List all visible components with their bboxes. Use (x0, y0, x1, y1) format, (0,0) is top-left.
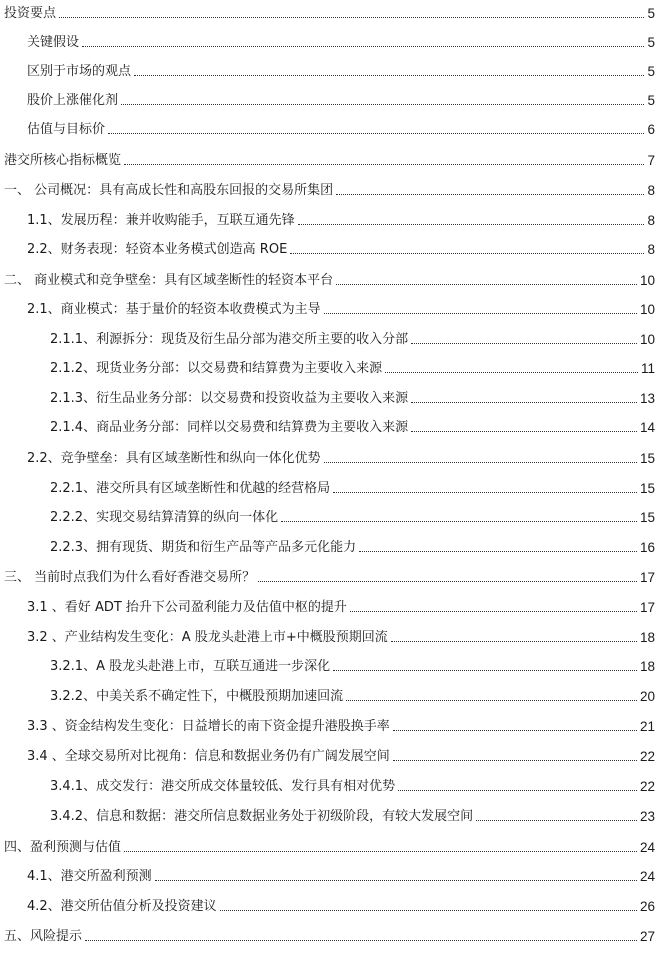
dot-leader (391, 641, 637, 642)
toc-entry[interactable] (50, 505, 655, 525)
toc-entry-title: 四、盈利预测与估值 (4, 840, 122, 855)
toc-entry-title: 3.2.1、A 股龙头赴港上市，互联互通进一步深化 (50, 659, 331, 674)
toc-entry-title: 2.2.1、港交所具有区域垄断性和优越的经营格局 (50, 481, 331, 496)
toc-entry-page: 24 (639, 869, 655, 884)
toc-entry-page: 5 (647, 64, 655, 79)
toc-entry-title: 五、风险提示 (4, 929, 83, 944)
toc-entry-title: 2.1.1、利源拆分：现货及衍生品分部为港交所主要的收入分部 (50, 332, 409, 347)
toc-entry-page: 18 (639, 630, 655, 645)
dot-leader (393, 730, 637, 731)
toc-entry-title: 1.1、发展历程：兼并收购能手，互联互通先锋 (27, 213, 295, 228)
dot-leader (121, 104, 644, 105)
toc-entry[interactable] (27, 864, 655, 884)
toc-entry-page: 7 (647, 153, 655, 168)
toc-entry-page: 27 (639, 929, 655, 944)
toc-entry-page: 22 (639, 779, 655, 794)
dot-leader (108, 133, 644, 134)
toc-entry[interactable] (4, 268, 655, 288)
dot-leader (333, 492, 637, 493)
toc-entry[interactable] (27, 446, 655, 466)
toc-entry-page: 26 (639, 899, 655, 914)
toc-entry-page: 15 (639, 510, 655, 525)
toc-entry[interactable] (50, 535, 655, 555)
toc-entry[interactable] (50, 327, 655, 347)
dot-leader (324, 462, 637, 463)
dot-leader (346, 700, 637, 701)
toc-entry[interactable] (27, 714, 655, 734)
toc-entry-page: 5 (647, 93, 655, 108)
toc-entry-title: 3.4.2、信息和数据：港交所信息数据业务处于初级阶段，有较大发展空间 (50, 809, 474, 824)
toc-entry-title: 4.1、港交所盈利预测 (27, 869, 152, 884)
toc-entry-page: 10 (639, 302, 655, 317)
toc-entry[interactable] (4, 178, 655, 198)
toc-entry-page: 24 (639, 840, 655, 855)
toc-entry-page: 10 (639, 273, 655, 288)
dot-leader (393, 760, 637, 761)
toc-entry[interactable] (27, 625, 655, 645)
toc-entry-title: 2.2、竞争壁垒：具有区域垄断性和纵向一体化优势 (27, 451, 321, 466)
toc-entry[interactable] (4, 1, 655, 21)
dot-leader (359, 551, 637, 552)
toc-entry-title: 2.1.4、商品业务分部：同样以交易费和结算费为主要收入来源 (50, 420, 409, 435)
dot-leader (333, 670, 637, 671)
toc-entry-page: 10 (639, 332, 655, 347)
toc-entry[interactable] (27, 59, 655, 79)
toc-entry-title: 2.1.3、衍生品业务分部：以交易费和投资收益为主要收入来源 (50, 391, 409, 406)
toc-entry-title: 港交所核心指标概览 (4, 153, 122, 168)
toc-entry[interactable] (27, 894, 655, 914)
toc-entry-page: 6 (647, 122, 655, 137)
dot-leader (411, 402, 637, 403)
toc-entry-title: 区别于市场的观点 (27, 64, 132, 79)
dot-leader (411, 431, 637, 432)
dot-leader (220, 910, 637, 911)
toc-entry[interactable] (4, 565, 655, 585)
dot-leader (290, 253, 644, 254)
toc-entry[interactable] (50, 356, 655, 376)
dot-leader (281, 521, 637, 522)
dot-leader (476, 820, 637, 821)
toc-entry-page: 8 (647, 213, 655, 228)
toc-entry[interactable] (50, 386, 655, 406)
toc-entry-title: 2.1、商业模式：基于量价的轻资本收费模式为主导 (27, 302, 321, 317)
toc-entry[interactable] (50, 415, 655, 435)
toc-entry-title: 4.2、港交所估值分析及投资建议 (27, 899, 217, 914)
toc-entry-page: 23 (639, 809, 655, 824)
toc-entry[interactable] (27, 297, 655, 317)
toc-entry-page: 21 (639, 719, 655, 734)
toc-entry-title: 3.4 、全球交易所对比视角：信息和数据业务仍有广阔发展空间 (27, 749, 390, 764)
dot-leader (350, 611, 637, 612)
toc-entry-title: 估值与目标价 (27, 122, 106, 137)
toc-entry-title: 一、 公司概况：具有高成长性和高股东回报的交易所集团 (4, 183, 334, 198)
toc-entry-title: 2.2.2、实现交易结算清算的纵向一体化 (50, 510, 279, 525)
toc-entry-page: 22 (639, 749, 655, 764)
toc-entry-page: 18 (639, 659, 655, 674)
dot-leader (336, 284, 637, 285)
toc-entry-page: 14 (639, 420, 655, 435)
toc-entry[interactable] (27, 117, 655, 137)
toc-entry-page: 20 (639, 689, 655, 704)
dot-leader (411, 343, 637, 344)
toc-entry-title: 3.4.1、成交发行：港交所成交体量较低、发行具有相对优势 (50, 779, 396, 794)
toc-entry-title: 三、 当前时点我们为什么看好香港交易所？ (4, 570, 256, 585)
toc-entry-page: 8 (647, 183, 655, 198)
toc-entry[interactable] (4, 835, 655, 855)
toc-entry-page: 8 (647, 242, 655, 257)
toc-entry[interactable] (4, 148, 655, 168)
toc-entry-title: 股价上涨催化剂 (27, 93, 119, 108)
toc-entry[interactable] (27, 208, 655, 228)
toc-entry[interactable] (50, 684, 655, 704)
toc-entry[interactable] (27, 237, 655, 257)
toc-entry[interactable] (27, 595, 655, 615)
toc-entry[interactable] (27, 30, 655, 50)
dot-leader (124, 851, 637, 852)
toc-entry[interactable] (27, 744, 655, 764)
toc-entry-title: 2.2、财务表现：轻资本业务模式创造高 ROE (27, 242, 288, 257)
dot-leader (59, 17, 644, 18)
dot-leader (134, 75, 644, 76)
dot-leader (336, 194, 644, 195)
toc-entry[interactable] (50, 654, 655, 674)
toc-entry[interactable] (4, 924, 655, 944)
dot-leader (258, 581, 637, 582)
toc-entry-title: 关键假设 (27, 35, 80, 50)
toc-entry-title: 2.2.3、拥有现货、期货和衍生产品等产品多元化能力 (50, 540, 357, 555)
toc-entry-title: 3.2.2、中美关系不确定性下，中概股预期加速回流 (50, 689, 344, 704)
dot-leader (398, 790, 637, 791)
dot-leader (324, 313, 637, 314)
dot-leader (82, 46, 644, 47)
dot-leader (385, 372, 638, 373)
toc-entry-page: 5 (647, 6, 655, 21)
dot-leader (85, 940, 637, 941)
toc-entry-page: 17 (639, 570, 655, 585)
toc-entry-title: 投资要点 (4, 6, 57, 21)
toc-entry-title: 2.1.2、现货业务分部：以交易费和结算费为主要收入来源 (50, 361, 383, 376)
toc-entry-page: 11 (640, 361, 655, 376)
toc-entry-title: 3.2 、产业结构发生变化：A 股龙头赴港上市+中概股预期回流 (27, 630, 388, 645)
dot-leader (124, 164, 644, 165)
dot-leader (155, 880, 637, 881)
toc-entry[interactable] (50, 476, 655, 496)
toc-entry[interactable] (50, 774, 655, 794)
toc-entry-page: 5 (647, 35, 655, 50)
toc-entry[interactable] (50, 804, 655, 824)
toc-entry-page: 17 (639, 600, 655, 615)
toc-entry-title: 二、 商业模式和竞争壁垒：具有区域垄断性的轻资本平台 (4, 273, 334, 288)
toc-entry-title: 3.3 、资金结构发生变化：日益增长的南下资金提升港股换手率 (27, 719, 390, 734)
toc-entry-page: 15 (639, 451, 655, 466)
dot-leader (298, 224, 645, 225)
toc-entry-page: 13 (639, 391, 655, 406)
toc-entry-page: 16 (639, 540, 655, 555)
toc-entry-title: 3.1 、看好 ADT 抬升下公司盈利能力及估值中枢的提升 (27, 600, 347, 615)
toc-entry[interactable] (27, 88, 655, 108)
toc-entry-page: 15 (639, 481, 655, 496)
